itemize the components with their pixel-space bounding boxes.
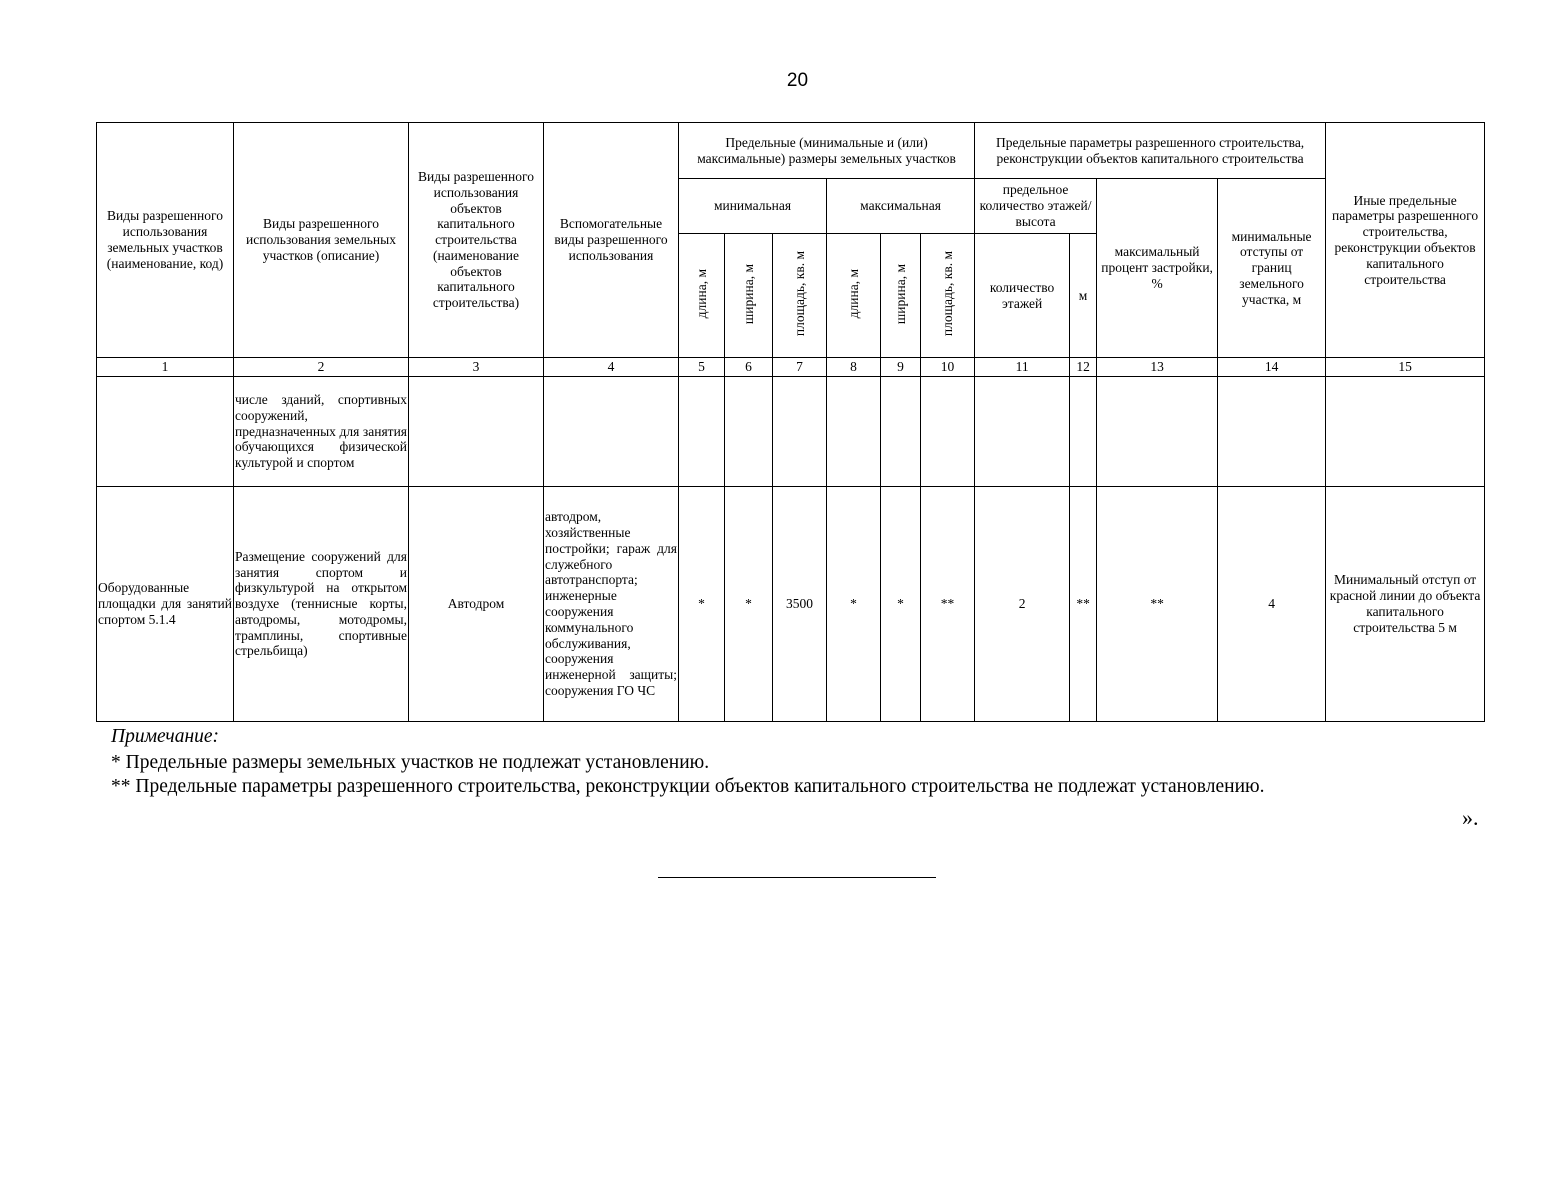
header-max-percent: максимальный процент застройки, % xyxy=(1097,179,1218,358)
header-capital-construction-types: Виды разрешенного использования объектов капитального строительства (наименование объектов капитального строительства) xyxy=(409,123,544,358)
row1-cell xyxy=(827,377,881,487)
column-number: 3 xyxy=(409,358,544,377)
column-number: 15 xyxy=(1326,358,1485,377)
row1-cell xyxy=(544,377,679,487)
column-number: 2 xyxy=(234,358,409,377)
header-height-m: м xyxy=(1070,234,1097,358)
row2-other: Минимальный отступ от красной линии до объекта капитального строительства 5 м xyxy=(1326,487,1485,722)
row2-max-length: * xyxy=(827,487,881,722)
row1-cell xyxy=(1070,377,1097,487)
row1-description: числе зданий, спортивных сооружений, предназначенных для занятия обучающихся физической культурой и спортом xyxy=(234,377,409,487)
table-row xyxy=(97,487,1485,722)
column-number: 9 xyxy=(881,358,921,377)
closing-quote-mark: ». xyxy=(1462,805,1479,830)
row2-description: Размещение сооружений для занятия спортом и физкультурой на открытом воздухе (теннисные корты, автодромы, мотодромы, трамплины, спортивные стрельбища) xyxy=(234,487,409,722)
row1-cell xyxy=(725,377,773,487)
column-number: 1 xyxy=(97,358,234,377)
header-row-1 xyxy=(97,123,1485,179)
zoning-table xyxy=(96,122,1485,722)
row2-max-width: * xyxy=(881,487,921,722)
header-construction-parameters: Предельные параметры разрешенного строительства, реконструкции объектов капитального строительства xyxy=(975,123,1326,179)
column-number: 6 xyxy=(725,358,773,377)
column-number: 12 xyxy=(1070,358,1097,377)
row1-cell xyxy=(975,377,1070,487)
header-auxiliary-uses: Вспомогательные виды разрешенного использования xyxy=(544,123,679,358)
header-min-length: длина, м xyxy=(679,234,725,358)
header-max-area: площадь, кв. м xyxy=(921,234,975,358)
column-number: 4 xyxy=(544,358,679,377)
header-min-area: площадь, кв. м xyxy=(773,234,827,358)
header-min-width: ширина, м xyxy=(725,234,773,358)
header-minimum: минимальная xyxy=(679,179,827,234)
row1-cell xyxy=(1326,377,1485,487)
header-other-parameters: Иные предельные параметры разрешенного строительства, реконструкции объектов капитального строительства xyxy=(1326,123,1485,358)
note-title: Примечание: xyxy=(111,726,220,747)
row2-min-setback: 4 xyxy=(1218,487,1326,722)
row2-floors: 2 xyxy=(975,487,1070,722)
header-land-use-description: Виды разрешенного использования земельных участков (описание) xyxy=(234,123,409,358)
column-number: 5 xyxy=(679,358,725,377)
header-max-width: ширина, м xyxy=(881,234,921,358)
header-floors-count: количество этажей xyxy=(975,234,1070,358)
row2-min-area: 3500 xyxy=(773,487,827,722)
column-number-row xyxy=(97,358,1485,377)
row2-use-type: Оборудованные площадки для занятий спортом 5.1.4 xyxy=(97,487,234,722)
row1-cell xyxy=(773,377,827,487)
header-plot-size-limits: Предельные (минимальные и (или) максимальные) размеры земельных участков xyxy=(679,123,975,179)
row1-cell xyxy=(1218,377,1326,487)
note-single-star: * Предельные размеры земельных участков не подлежат установлению. xyxy=(111,752,710,773)
column-number: 7 xyxy=(773,358,827,377)
header-floors-height: предельное количество этажей/высота xyxy=(975,179,1097,234)
row2-min-width: * xyxy=(725,487,773,722)
row1-cell xyxy=(1097,377,1218,487)
divider-line xyxy=(658,877,936,878)
row1-cell xyxy=(409,377,544,487)
row1-use-type xyxy=(97,377,234,487)
row1-cell xyxy=(679,377,725,487)
row2-auxiliary-uses: автодром, хозяйственные постройки; гараж для служебного автотранспорта; инженерные сооружения коммунального обслуживания, сооружения инженерной защиты; сооружения ГО ЧС xyxy=(544,487,679,722)
note-double-star: ** Предельные параметры разрешенного строительства, реконструкции объектов капитального строительства не подлежат установлению. xyxy=(111,776,1265,797)
row2-min-length: * xyxy=(679,487,725,722)
header-land-use-types: Виды разрешенного использования земельных участков (наименование, код) xyxy=(97,123,234,358)
header-min-setback: минимальные отступы от границ земельного участка, м xyxy=(1218,179,1326,358)
page-number: 20 xyxy=(786,70,809,91)
table-row xyxy=(97,377,1485,487)
column-number: 14 xyxy=(1218,358,1326,377)
header-max-length: длина, м xyxy=(827,234,881,358)
header-maximum: максимальная xyxy=(827,179,975,234)
row2-capital-object: Автодром xyxy=(409,487,544,722)
row1-cell xyxy=(881,377,921,487)
column-number: 11 xyxy=(975,358,1070,377)
row2-max-area: ** xyxy=(921,487,975,722)
row2-height: ** xyxy=(1070,487,1097,722)
row1-cell xyxy=(921,377,975,487)
row2-max-percent: ** xyxy=(1097,487,1218,722)
column-number: 10 xyxy=(921,358,975,377)
column-number: 13 xyxy=(1097,358,1218,377)
column-number: 8 xyxy=(827,358,881,377)
